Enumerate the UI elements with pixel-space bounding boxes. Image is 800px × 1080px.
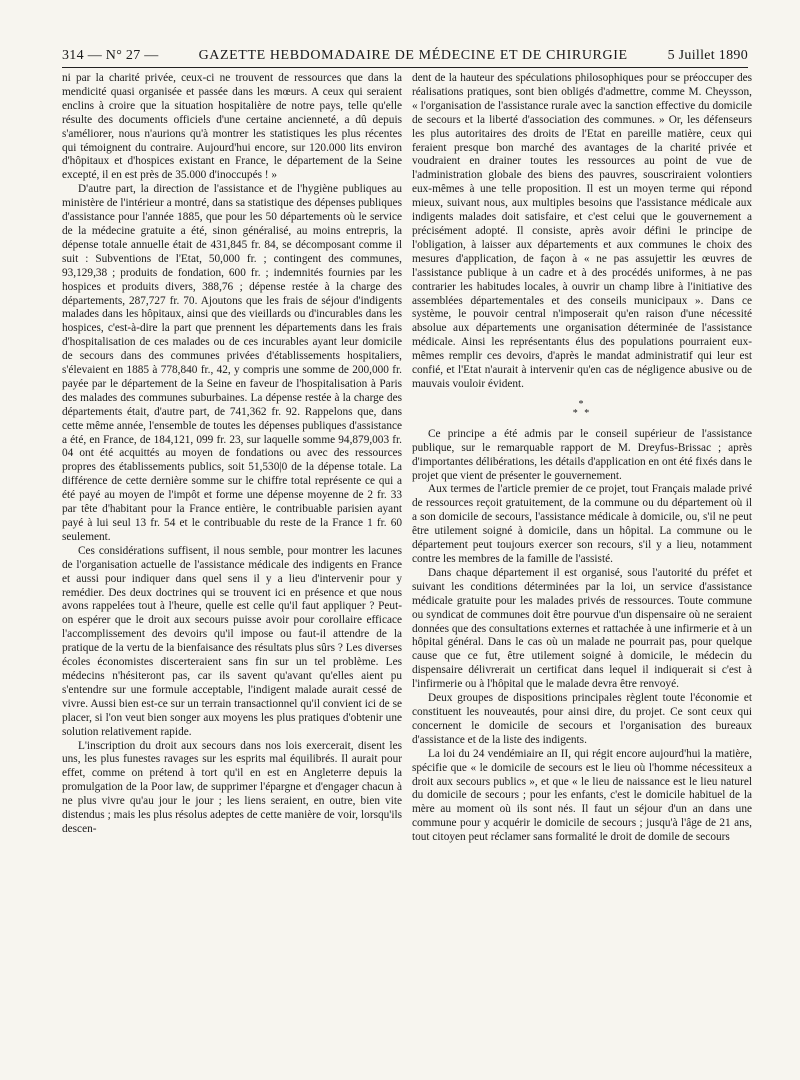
paragraph: La loi du 24 vendémiaire an II, qui régit encore aujourd'hui la matière, spécifie que « le domicile de secours est le lieu où l'homme nécessiteux a droit aux secours publics », et que « le lieu de naissance est le lieu naturel du domicile de secours ; pour les enfants, c'est le domicile habituel de la mère au moment où ils sont nés. Il faut un séjour d'un an dans une commune pour y acquérir le domicile de secours ; jusqu'à l'âge de 21 ans, tout citoyen peut réclamer sans formalité le droit de domile de secours	[412, 747, 752, 844]
paragraph: dent de la hauteur des spéculations philosophiques pour se préoccuper des réalisations pratiques, sont bien obligés d'admettre, comme M. Cheysson, « l'organisation de l'assistance rurale avec la sanction effective du domicile de secours et la liberté d'association des communes. » Or, les défenseurs les plus autoritaires des droits de l'Etat en pareille matière, ceux qui feraient presque bon marché des avantages de la charité privée et voudraient en drainer toutes les ressources au point de vue de l'administration globale des biens des pauvres, souscriraient volontiers eux-mêmes à une telle proposition. Il est un moyen terme qui répond mieux, suivant nous, aux multiples besoins que l'assistance médicale aux indigents malades doit satisfaire, et c'est celui que le gouvernement a précisément adopté. Il consiste, après avoir défini le principe de l'obligation, à laisser aux départements et aux communes le choix des mesures d'application, de façon à « ne pas assujettir les œuvres de l'assistance publique à un cadre et à des procédés uniformes, à ne pas contrarier les habitudes locales, à ouvrir un champ libre à l'initiative des assemblées départementales et des conseils municipaux ». Dans ce système, le pouvoir central n'imposerait qu'en raison d'une nécessité absolue aux départements une organisation déterminée de l'assistance médicale. Ainsi les représentants élus des populations pourraient eux-mêmes remplir ces devoirs, d'après le mandat administratif qui leur est confié, et l'Etat n'aurait à intervenir qu'en cas de négligence abusive ou de mauvais vouloir évident.	[412, 72, 752, 390]
paragraph: ni par la charité privée, ceux-ci ne trouvent de ressources que dans la mendicité quasi organisée et passée dans les mœurs. A ceux qui seraient enclins à croire que la situation hospitalière de notre pays, telle qu'elle résulte des documents officiels d'une certaine ancienneté, a dû depuis s'améliorer, nous n'aurions qu'à montrer les statistiques les plus récentes qui témoignent du contraire. Aujourd'hui encore, sur 120.000 lits environ d'hôpitaux et d'hospices existant en France, le département de la Seine excepté, il en est près de 35.000 d'inoccupés ! »	[62, 72, 402, 182]
paragraph: Aux termes de l'article premier de ce projet, tout Français malade privé de ressources reçoit gratuitement, de la commune ou du département où il a son domicile de secours, l'assistance médicale à domicile, ou, s'il ne peut être utilement soigné à domicile, dans un hôpital. La commune ou le département peut toujours exercer son recours, s'il y a lieu, notamment contre les membres de la famille de l'assisté.	[412, 483, 752, 565]
journal-title: GAZETTE HEBDOMADAIRE DE MÉDECINE ET DE CHIRURGIE	[198, 48, 628, 63]
issue-date: 5 Juillet 1890	[667, 48, 748, 63]
page-number: 314 — N° 27 —	[62, 48, 159, 63]
page-header	[62, 36, 748, 68]
paragraph: Ces considérations suffisent, il nous semble, pour montrer les lacunes de l'organisation actuelle de l'assistance médicale des indigents en France et aussi pour indiquer dans quel sens il y a lieu d'intervenir pour y remédier. Des deux doctrines qui se trouvent ici en présence et que nous avons rappelées tout à l'heure, quelle est celle qu'il faut appliquer ? Peut-on espérer que le droit aux secours puisse avoir pour corollaire efficace l'accomplissement des devoirs qu'il impose ou faut-il attendre de la pratique de la vertu de la bienfaisance des résultats plus sûrs ? Les diverses écoles économistes discerteraient sans fin sur un tel problème. Les médecins n'hésiteront pas, car ils savent qu'avant qu'elles aient pu s'entendre sur une formule acceptable, l'indigent malade aurait cessé de vivre. Aussi bien est-ce sur un terrain transactionnel qu'il convient ici de se placer, si l'on veut bien songer aux moyens les plus pratiques d'obtenir une solution relativement rapide.	[62, 544, 402, 738]
separator-star-top: *	[578, 398, 586, 410]
section-separator	[412, 400, 752, 418]
separator-stars-bottom: * *	[572, 407, 592, 419]
paragraph: Dans chaque département il est organisé, sous l'autorité du préfet et suivant les conditions déterminées par la loi, un service d'assistance médicale gratuite pour les malades privés de ressources. Toute commune ou syndicat de communes doit être pourvue d'un dispensaire où ne seraient données que des consultations externes et rattachée à une infirmerie et à un hôpital général. Dans le cas où un malade ne pourrait pas, pour quelque cause que ce fut, être utilement soigné à domicile, le médecin du dispensaire délivrerait un certificat dans lequel il indiquerait si c'est à l'infirmerie ou à l'hôpital que le malade devra être renvoyé.	[412, 566, 752, 691]
left-column	[62, 72, 402, 1072]
paragraph: L'inscription du droit aux secours dans nos lois exercerait, disent les uns, les plus funestes ravages sur les esprits mal équilibrés. Il aurait pour effet, comme on prétend à tort qu'il en est en Angleterre depuis la promulgation de la Poor law, de supprimer l'épargne et d'engager chacun à ne plus vivre qu'au jour le jour ; les liens seraient, en outre, bien vite distendus ; mais les plus résolus adeptes de cette manière de voir, lorsqu'ils descen-	[62, 739, 402, 835]
paragraph: Ce principe a été admis par le conseil supérieur de l'assistance publique, sur le remarquable rapport de M. Dreyfus-Brissac ; après d'importantes délibérations, les détails d'application en ont été fixés dans le projet que vient de présenter le gouvernement.	[412, 427, 752, 482]
paragraph: D'autre part, la direction de l'assistance et de l'hygiène publiques au ministère de l'intérieur a montré, dans sa statistique des dépenses publiques d'assistance pour l'année 1885, que pour les 50 départements où le service de la médecine gratuite a été, sinon généralisé, au moins entrepris, la dépense totale annuelle était de 431,845 fr. 84, se décomposant comme il suit : Subventions de l'Etat, 50,000 fr. ; contingent des communes, 93,129,38 ; produits de fondation, 600 fr. ; indemnités fournies par les hospices et produits divers, 388,76 ; dépense restée à la charge des départements, 287,727 fr. 70. Ajoutons que les frais de séjour d'indigents malades dans les hôpitaux, ainsi que des vieillards ou d'incurables dans les hospices, c'est-à-dire la part que prennent les départements dans les frais d'hospitalisation de ces malades ou de ces incurables ayant leur domicile de secours dans des communes privées d'établissements hospitaliers, s'élevaient en 1885 à 778,840 fr., 42, y compris une somme de 200,000 fr. payée par le département de la Seine en faveur de l'hospitalisation à Paris des malades des communes suburbaines. La dépense restée à la charge des départements était, d'autre part, de 741,362 fr. 92. Rappelons que, dans cette même année, l'ensemble de toutes les dépenses publiques d'assistance a été, en France, de 184,121, 099 fr. 23, sur laquelle somme 94,879,003 fr. 04 ont été acquittés au moyen de fondations ou avec des ressources propres des établissements publics, soit 51,530|0 de la dépense totale. La différence de cette dernière somme sur le chiffre total représente ce qui a été payé au moyen de l'impôt et forme une dépense moyenne de 2 fr. 33 par tête d'habitant pour la France entière, le contribuable parisien ayant payé à lui seul 13 fr. 54 et le contribuable du reste de la France 1 fr. 60 seulement.	[62, 183, 402, 543]
right-column	[412, 72, 752, 1072]
paragraph: Deux groupes de dispositions principales règlent toute l'économie et constituent les nouveautés, pour ainsi dire, du projet. Ce sont ceux qui concernent le domicile de secours et l'organisation des bureaux d'assistance et de la liste des indigents.	[412, 692, 752, 746]
